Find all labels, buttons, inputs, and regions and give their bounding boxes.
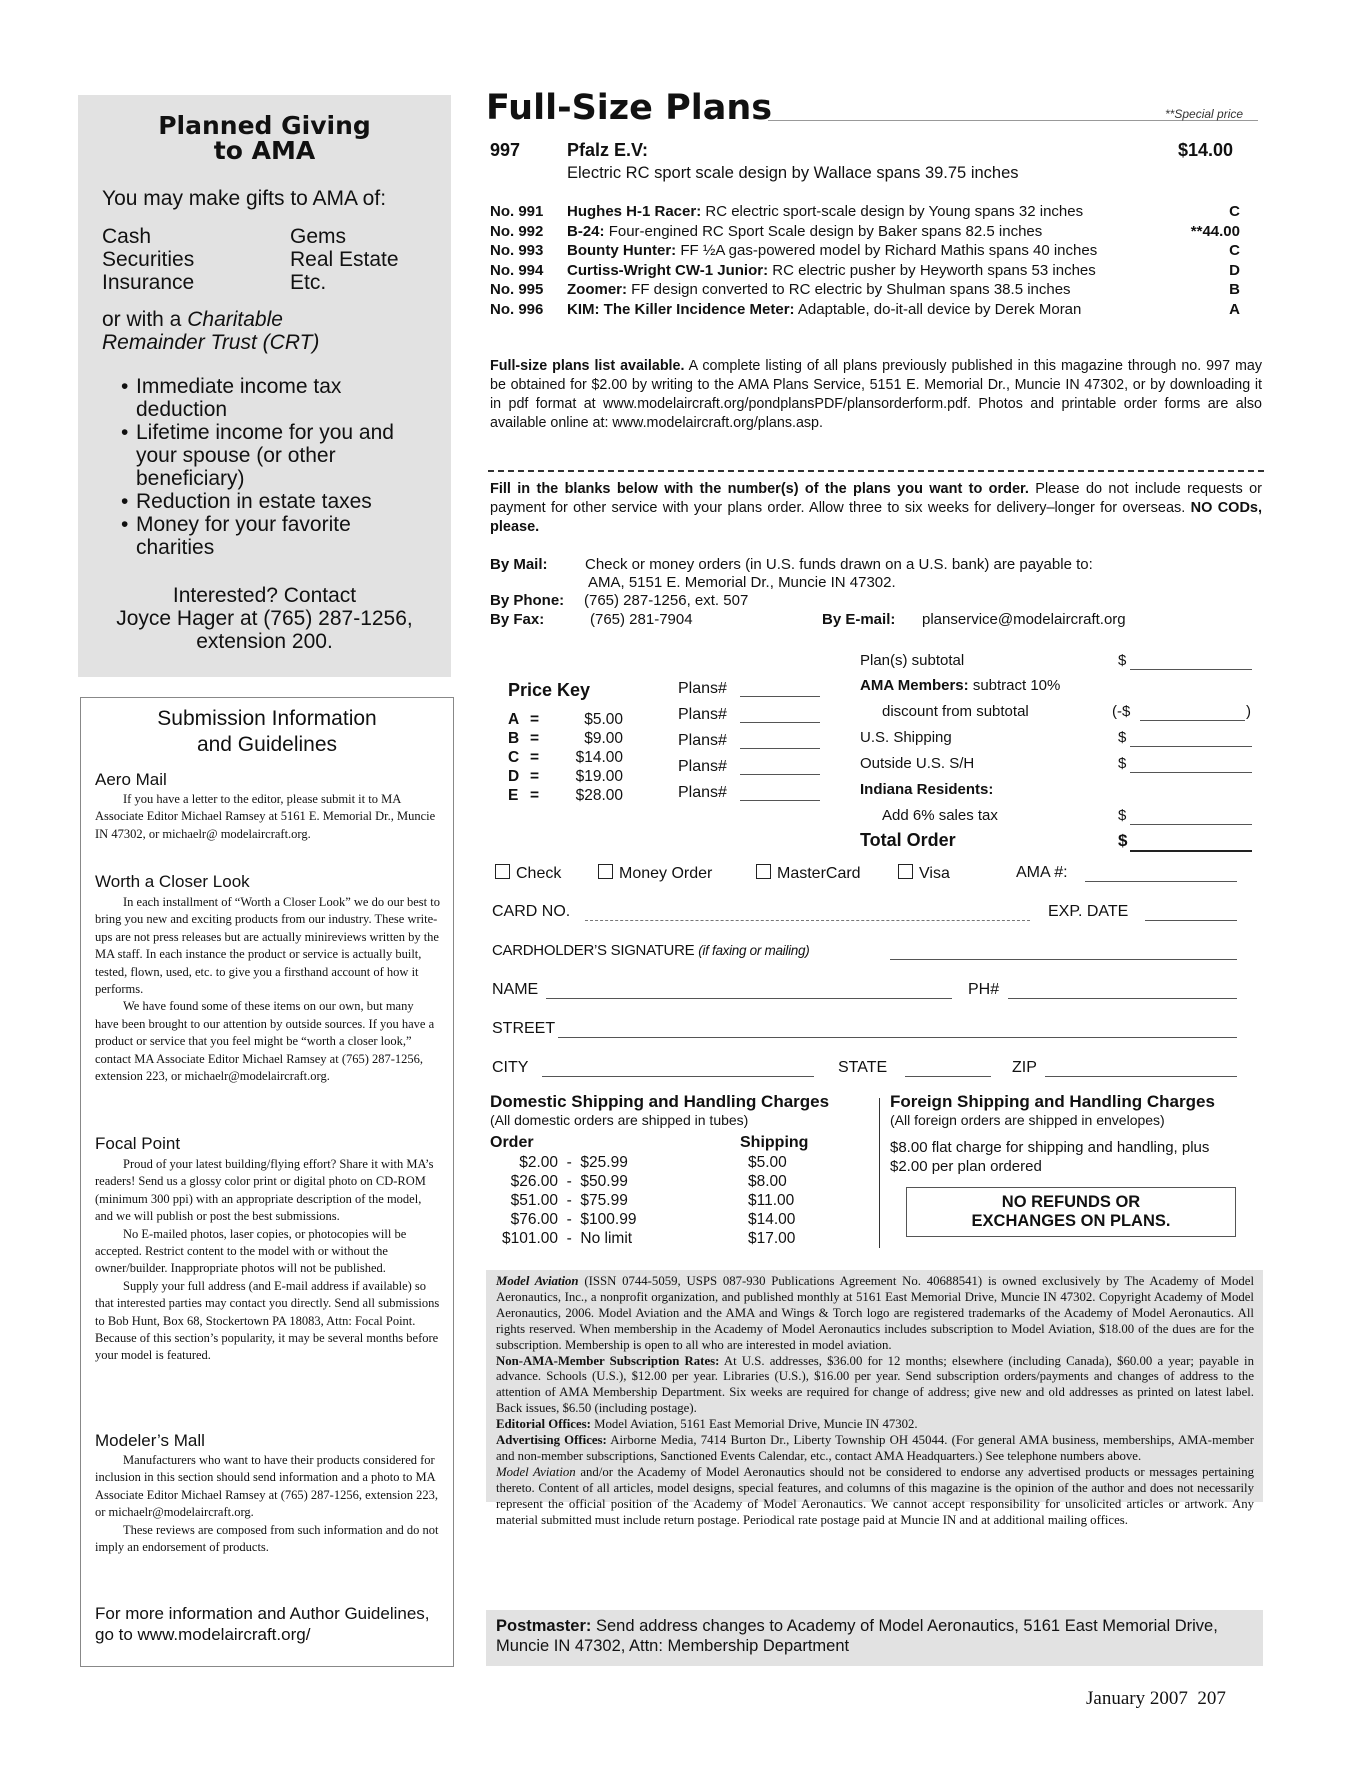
discount-label: discount from subtotal [882,703,1029,720]
plans-number-field[interactable] [740,800,820,801]
domestic-shipping-title: Domestic Shipping and Handling Charges [490,1092,830,1111]
by-fax-text: (765) 281-7904 [590,611,693,628]
aero-mail-text: If you have a letter to the editor, please submit it to MA Associate Editor Michael Ramsey at 5161 E. Memorial Dr., Muncie IN 47302, or michaelr@ modelaircraft.org. [95,792,436,841]
postmaster-notice: Postmaster: Send address changes to Academy of Model Aeronautics, 5161 East Memorial Drive, Muncie IN 47302, Attn: Membership Department [486,1610,1263,1666]
us-shipping-field[interactable] [1130,746,1252,747]
foreign-shipping-text: $8.00 flat charge for shipping and handling, plus $2.00 per plan ordered [890,1139,1210,1175]
shipping-column-head: Shipping [740,1134,809,1151]
plans-number-label: Plans# [678,784,727,801]
plan-row: No. 994 Curtiss-Wright CW-1 Junior: RC electric pusher by Heyworth spans 53 inches D [490,261,1240,279]
ama-number-field[interactable] [1085,881,1237,882]
gift-gems: Gems [290,225,347,248]
focal-point-heading: Focal Point [95,1134,181,1153]
dollar-sign: $ [1118,807,1127,824]
phone-field[interactable] [1008,998,1237,999]
plans-list [490,203,1240,321]
ama-number-label: AMA #: [1016,864,1068,881]
signature-label: CARDHOLDER’S SIGNATURE (if faxing or mailing) [492,942,810,959]
contact-3: extension 200. [196,630,333,653]
page-number: 207 [1197,1688,1226,1709]
benefit-item: • Immediate income tax deduction [121,375,431,421]
plans-list-info: Full-size plans list available. A complete listing of all plans previously published in this magazine through no. 997 may be obtained for $2.00 by writing to the AMA Plans Service, 5151 E. Memorial Dr., Muncie IN 47302, or by downloading it in pdf format at www.modelaircraft.org/pondplansPDF/plansorderform.pdf. Photos and printable order forms are also available online at: www.modelaircraft.org/plans.asp. [490,358,1263,431]
dollar-sign: $ [1118,755,1127,772]
plans-title: Full-Size Plans [486,88,773,128]
dollar-sign: $ [1118,831,1128,850]
gift-real-estate: Real Estate [290,248,399,271]
by-email-text[interactable]: planservice@modelaircraft.org [922,611,1126,628]
card-number-field[interactable] [585,920,1030,921]
price-key-row: A = $5.00 [508,711,623,728]
gift-etc: Etc. [290,271,327,294]
card-number-label: CARD NO. [492,903,571,920]
price-key-table [508,710,623,805]
money-order-option[interactable]: Money Order [598,864,712,883]
or-with: or with a [102,308,182,331]
aero-mail-heading: Aero Mail [95,770,167,789]
plans-number-field[interactable] [740,774,820,775]
checkbox-icon[interactable] [598,864,613,879]
state-field[interactable] [905,1076,991,1077]
by-phone-label: By Phone: [490,592,565,609]
shipping-row: $101.00 - No limit $17.00 [501,1230,796,1247]
by-email-label: By E-mail: [822,611,896,628]
featured-plan-name: Pfalz E.V: [567,140,649,160]
gift-securities: Securities [102,248,195,271]
outside-us-field[interactable] [1130,772,1252,773]
plans-number-field[interactable] [740,696,820,697]
price-key-row: D = $19.00 [508,768,623,785]
price-key-title: Price Key [508,680,591,700]
checkbox-icon[interactable] [756,864,771,879]
plans-number-label: Plans# [678,680,727,697]
subtotal-label: Plan(s) subtotal [860,652,965,669]
modelers-mall-text: Manufacturers who want to have their products considered for inclusion in this section should send information and a photo to MA Associate Editor Michael Ramsey at (765) 287-1256, extension 223, or michaelr@modelaircraft.org. These reviews are composed from such information and do not imply an endorsement of products. [95,1453,439,1555]
zip-label: ZIP [1012,1059,1037,1076]
discount-field[interactable] [1140,720,1245,721]
no-refunds-box: NO REFUNDS OR EXCHANGES ON PLANS. [906,1187,1236,1237]
visa-option[interactable]: Visa [898,864,950,883]
submission-box [80,697,454,1667]
foreign-shipping [890,1092,1262,1176]
by-mail-address: AMA, 5151 E. Memorial Dr., Muncie IN 47302. [588,574,896,591]
city-field[interactable] [542,1076,814,1077]
signature-field[interactable] [890,959,1237,960]
planned-giving-box [78,95,451,677]
publication-notice-text: Model Aviation (ISSN 0744-5059, USPS 087-930 Publications Agreement No. 40688541) is owned exclusively by The Academy of Model Aeronautics, Inc., a nonprofit organization, and published monthly at 5161 East Memorial Drive, Muncie IN 47302. Copyright Academy of Model Aeronautics, 2006. Model Aviation and the AMA and Wings & Torch logo are registered trademarks of the Academy of Model Aeronautics. All rights reserved. When membership in the Academy of Model Aeronautics includes subscription to Model Aviation, $18.00 of the dues are for the subscription. Membership is open to all who are interested in model aviation. Non-AMA-Member Subscription Rates: At U.S. addresses, $36.00 for 12 months; elsewhere (including Canada), $60.00 a year; payable in advance. Schools (U.S.), $12.00 per year. Libraries (U.S.), $16.00 per year. Send subscription orders/payments and changes of address to the attention of AMA Membership Department. Six weeks are required for change of address; give new and old addresses as printed on latest label. Back issues, $6.50 (including postage). Editorial Offices: Model Aviation, 5161 East Memorial Drive, Muncie IN 47302. Advertising Offices: Airborne Media, 7414 Burton Dr., Liberty Township OH 45044. (For general AMA business, memberships, AMA-member and non-member subscriptions, Sanctioned Events Calendar, etc., contact AMA Headquarters.) See telephone numbers above. Model Aviation and/or the Academy of Model Aeronautics should not be considered to endorse any advertised products or messages pertaining thereto. Content of all articles, model designs, special features, and columns of this magazine is the opinion of the author and does not necessarily represent the official position of the Academy of Model Aeronautics. We cannot accept responsibility for unsolicited articles or artwork. Any material submitted must include return postage. Periodical rate postage paid at Muncie IN and at additional mailing offices. [496,1274,1255,1527]
order-instructions: Fill in the blanks below with the number(s) of the plans you want to order. Please do not include requests or payment for other service with your plans order. Allow three to six weeks for delivery–longer for overseas. NO CODs, please. [490,481,1263,535]
contact-2: Joyce Hager at (765) 287-1256, [116,607,413,630]
shipping-row: $2.00 - $25.99 $5.00 [519,1154,787,1171]
planned-giving-title-2: to AMA [213,136,316,165]
special-price-note: **Special price [1165,107,1244,121]
shipping-row: $51.00 - $75.99 $11.00 [510,1192,795,1209]
phone-label: PH# [968,981,1000,998]
by-phone-text: (765) 287-1256, ext. 507 [584,592,749,609]
plan-row: No. 992 B-24: Four-engined RC Sport Scale design by Baker spans 82.5 inches **44.00 [490,222,1240,240]
name-field[interactable] [546,998,952,999]
city-label: CITY [492,1059,529,1076]
subtotal-field[interactable] [1130,669,1252,670]
foreign-shipping-note: (All foreign orders are shipped in envelopes) [890,1112,1165,1128]
sales-tax-label: Add 6% sales tax [882,807,998,824]
sales-tax-field[interactable] [1130,824,1252,825]
mastercard-option[interactable]: MasterCard [756,864,861,883]
focal-point-text: Proud of your latest building/flying effort? Share it with MA’s readers! Send us a glossy color print or digital photo on CD-ROM (minimum 300 ppi) with an appropriate description of the model, and we will publish or post the best submissions. No E-mailed photos, laser copies, or photocopies will be accepted. Restrict content to the model with or without the owner/builder. Inappropriate photos will not be published. Supply your full address (and E-mail address if available) so that interested parties may contact you directly. Send all submissions to Bob Hunt, Box 68, Stockertown PA 18083, Attn: Focal Point. Because of this section’s popularity, it may be several months before your model is featured. [95,1157,440,1363]
shipping-divider [879,1098,880,1248]
dollar-sign: $ [1118,729,1127,746]
by-fax-label: By Fax: [490,611,545,628]
issue-date: January 2007 [1086,1688,1188,1709]
plan-row: No. 996 KIM: The Killer Incidence Meter: Adaptable, do-it-all device by Derek Moran A [490,300,1240,318]
by-mail-label: By Mail: [490,556,548,573]
featured-plan-price: $14.00 [1178,140,1234,160]
modelers-mall-heading: Modeler’s Mall [95,1431,205,1450]
gift-cash: Cash [102,225,152,248]
crt-line [102,308,283,331]
crt-name: Charitable [187,308,283,331]
price-key-row: B = $9.00 [508,730,623,747]
publication-notice [486,1270,1263,1527]
name-label: NAME [492,981,539,998]
plans-number-label: Plans# [678,706,727,723]
price-key-row: C = $14.00 [508,749,623,766]
outside-us-label: Outside U.S. S/H [860,755,975,772]
cut-line [488,470,1264,472]
crt-name-2: Remainder Trust (CRT) [102,331,320,354]
benefits-list [121,375,431,559]
checkbox-icon[interactable] [495,864,510,879]
featured-plan-desc: Electric RC sport scale design by Wallace spans 39.75 inches [567,164,1019,182]
price-key-row: E = $28.00 [508,787,623,804]
closer-look-text: In each installment of “Worth a Closer Look” we do our best to bring you new and exciting products from our industry. These write-ups are not press releases but are actually minireviews written by the MA staff. In each instance the product or service is actually built, tested, flown, used, etc. to give you a firsthand account of how it performs. We have found some of these items on our own, but many have been brought to our attention by outside sources. If you have a product or service that you feel might be “worth a closer look,” contact MA Associate Editor Michael Ramsey at (765) 287-1256, extension 223, or michaelr@modelaircraft.org. [95,895,440,1084]
domestic-shipping [490,1092,880,1128]
street-field[interactable] [558,1037,1237,1038]
plan-row: No. 993 Bounty Hunter: FF ½A gas-powered model by Richard Mathis spans 40 inches C [490,242,1240,260]
benefit-item: • Money for your favorite charities [121,513,431,559]
checkbox-icon[interactable] [898,864,913,879]
street-label: STREET [492,1020,556,1037]
members-discount-label: AMA Members: subtract 10% [860,677,1061,694]
check-option[interactable]: Check [495,864,561,883]
order-column-head: Order [490,1134,534,1151]
gift-insurance: Insurance [102,271,195,294]
gifts-intro: You may make gifts to AMA of: [102,187,387,210]
domestic-shipping-note: (All domestic orders are shipped in tubes) [490,1112,749,1128]
submission-title-2: and Guidelines [196,733,338,756]
by-mail-text: Check or money orders (in U.S. funds drawn on a U.S. bank) are payable to: [585,556,1093,573]
plans-number-field[interactable] [740,722,820,723]
benefit-item: • Reduction in estate taxes [121,490,431,513]
planned-giving-title: Planned Giving [158,111,371,140]
foreign-shipping-title: Foreign Shipping and Handling Charges [890,1092,1215,1111]
plan-row: No. 995 Zoomer: FF design converted to RC electric by Shulman spans 38.5 inches B [490,281,1240,299]
page-footer [1086,1688,1226,1710]
total-order-field[interactable] [1130,850,1252,852]
plans-number-label: Plans# [678,758,727,775]
shipping-row: $26.00 - $50.99 $8.00 [510,1173,787,1190]
dollar-sign: $ [1118,652,1127,669]
shipping-row: $76.00 - $100.99 $14.00 [510,1211,796,1228]
total-order-label: Total Order [860,830,956,850]
closer-look-heading: Worth a Closer Look [95,872,250,891]
author-guidelines-link[interactable]: For more information and Author Guidelines, go to www.modelaircraft.org/ [95,1604,430,1644]
benefit-item: • Lifetime income for you and your spouse (or other beneficiary) [121,421,431,490]
exp-date-label: EXP. DATE [1048,903,1129,920]
indiana-label: Indiana Residents: [860,781,994,798]
us-shipping-label: U.S. Shipping [860,729,952,746]
contact-1: Interested? Contact [172,584,357,607]
state-label: STATE [838,1059,888,1076]
plans-number-field[interactable] [740,748,820,749]
featured-plan-number: 997 [490,140,521,160]
exp-date-field[interactable] [1145,920,1237,921]
submission-title: Submission Information [157,707,377,730]
close-paren: ) [1246,703,1251,720]
plans-number-label: Plans# [678,732,727,749]
zip-field[interactable] [1045,1076,1237,1077]
plan-row: No. 991 Hughes H-1 Racer: RC electric sport-scale design by Young spans 32 inches C [490,203,1240,220]
neg-dollar-sign: (-$ [1112,703,1131,720]
